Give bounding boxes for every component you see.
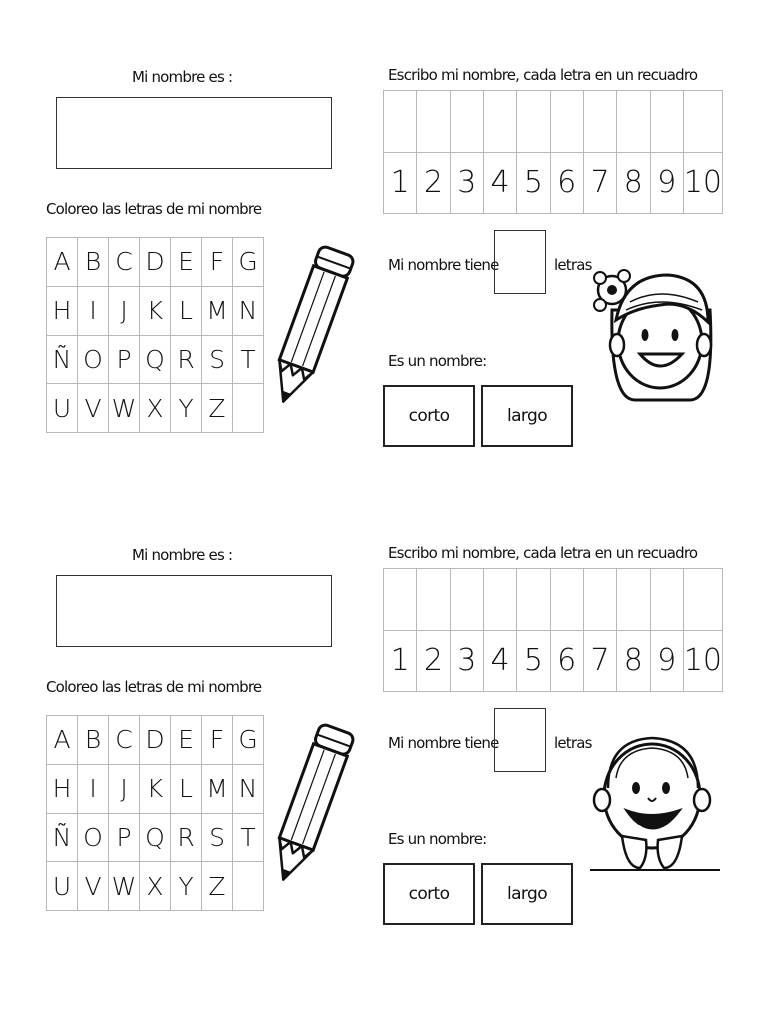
alphabet-cell[interactable]: Z	[202, 384, 233, 433]
alphabet-cell[interactable]: N	[233, 287, 264, 336]
alphabet-cell[interactable]: U	[47, 862, 78, 911]
position-number: 4	[484, 153, 517, 215]
alphabet-cell[interactable]: W	[109, 384, 140, 433]
letter-count-box[interactable]	[494, 708, 546, 772]
letter-input-box[interactable]	[417, 569, 450, 631]
alphabet-cell[interactable]: Y	[171, 384, 202, 433]
alphabet-cell[interactable]: C	[109, 716, 140, 765]
alphabet-cell[interactable]: A	[47, 716, 78, 765]
letter-input-box[interactable]	[451, 91, 484, 153]
alphabet-cell[interactable]: F	[202, 716, 233, 765]
alphabet-grid	[46, 715, 264, 911]
letter-input-box[interactable]	[617, 91, 650, 153]
letter-input-box[interactable]	[484, 569, 517, 631]
color-letters-title: Coloreo las letras de mi nombre	[46, 200, 262, 218]
alphabet-grid	[46, 237, 264, 433]
letters-word-label: letras	[554, 256, 592, 274]
long-name-option[interactable]: largo	[481, 863, 573, 925]
alphabet-cell[interactable]: Q	[140, 336, 171, 385]
alphabet-cell[interactable]: L	[171, 287, 202, 336]
letter-input-box[interactable]	[384, 569, 417, 631]
position-number: 6	[551, 153, 584, 215]
alphabet-cell[interactable]: O	[78, 336, 109, 385]
alphabet-cell[interactable]: Ñ	[47, 814, 78, 863]
position-number: 10	[684, 631, 723, 693]
position-number: 8	[617, 631, 650, 693]
alphabet-cell[interactable]: G	[233, 716, 264, 765]
alphabet-cell[interactable]: I	[78, 287, 109, 336]
position-number: 10	[684, 153, 723, 215]
position-number: 7	[584, 631, 617, 693]
color-letters-title: Coloreo las letras de mi nombre	[46, 678, 262, 696]
letter-input-box[interactable]	[651, 91, 684, 153]
alphabet-cell[interactable]: S	[202, 814, 233, 863]
alphabet-cell[interactable]: F	[202, 238, 233, 287]
position-number: 3	[451, 153, 484, 215]
alphabet-cell[interactable]: R	[171, 814, 202, 863]
alphabet-cell[interactable]: T	[233, 814, 264, 863]
alphabet-cell[interactable]: D	[140, 716, 171, 765]
alphabet-cell[interactable]: X	[140, 862, 171, 911]
alphabet-cell[interactable]: E	[171, 238, 202, 287]
name-write-box[interactable]	[56, 97, 332, 169]
letter-boxes-grid	[383, 568, 723, 692]
position-number: 5	[517, 631, 550, 693]
pencil-icon	[262, 716, 357, 896]
alphabet-cell[interactable]: S	[202, 336, 233, 385]
alphabet-cell[interactable]: Ñ	[47, 336, 78, 385]
position-number: 9	[651, 631, 684, 693]
letter-input-box[interactable]	[517, 91, 550, 153]
name-length-label: Es un nombre:	[388, 830, 487, 848]
worksheet-bottom	[0, 538, 768, 958]
alphabet-cell[interactable]: P	[109, 814, 140, 863]
alphabet-cell[interactable]: V	[78, 384, 109, 433]
alphabet-cell[interactable]: A	[47, 238, 78, 287]
short-name-option[interactable]: corto	[383, 385, 475, 447]
name-length-label: Es un nombre:	[388, 352, 487, 370]
alphabet-cell[interactable]: N	[233, 765, 264, 814]
letter-input-box[interactable]	[484, 91, 517, 153]
alphabet-cell[interactable]: B	[78, 716, 109, 765]
letter-input-box[interactable]	[551, 569, 584, 631]
alphabet-cell[interactable]: Z	[202, 862, 233, 911]
position-number: 4	[484, 631, 517, 693]
alphabet-cell[interactable]: T	[233, 336, 264, 385]
letter-input-box[interactable]	[617, 569, 650, 631]
alphabet-cell[interactable]: P	[109, 336, 140, 385]
alphabet-cell[interactable]: Y	[171, 862, 202, 911]
alphabet-cell[interactable]: E	[171, 716, 202, 765]
position-number: 1	[384, 153, 417, 215]
letter-input-box[interactable]	[684, 91, 723, 153]
worksheet-top	[0, 60, 768, 480]
boy-face-icon	[590, 718, 725, 893]
letter-count-label: Mi nombre tiene	[388, 734, 499, 752]
alphabet-cell[interactable]: U	[47, 384, 78, 433]
alphabet-cell-empty[interactable]	[233, 384, 264, 433]
alphabet-cell[interactable]: I	[78, 765, 109, 814]
long-name-option[interactable]: largo	[481, 385, 573, 447]
position-number: 5	[517, 153, 550, 215]
alphabet-cell[interactable]: R	[171, 336, 202, 385]
letter-input-box[interactable]	[584, 569, 617, 631]
letter-count-box[interactable]	[494, 230, 546, 294]
alphabet-cell[interactable]: O	[78, 814, 109, 863]
alphabet-cell[interactable]: M	[202, 287, 233, 336]
short-name-option[interactable]: corto	[383, 863, 475, 925]
alphabet-cell[interactable]: G	[233, 238, 264, 287]
position-number: 1	[384, 631, 417, 693]
alphabet-cell[interactable]: H	[47, 765, 78, 814]
alphabet-cell[interactable]: H	[47, 287, 78, 336]
alphabet-cell[interactable]: J	[109, 765, 140, 814]
position-number: 6	[551, 631, 584, 693]
alphabet-cell[interactable]: B	[78, 238, 109, 287]
letter-input-box[interactable]	[684, 569, 723, 631]
girl-face-icon	[590, 250, 725, 410]
alphabet-cell[interactable]: V	[78, 862, 109, 911]
letters-word-label: letras	[554, 734, 592, 752]
alphabet-cell[interactable]: W	[109, 862, 140, 911]
position-number: 3	[451, 631, 484, 693]
letter-input-box[interactable]	[451, 569, 484, 631]
alphabet-cell[interactable]: C	[109, 238, 140, 287]
name-title: Mi nombre es :	[132, 546, 233, 564]
pencil-icon	[262, 238, 357, 418]
letter-count-label: Mi nombre tiene	[388, 256, 499, 274]
write-name-title: Escribo mi nombre, cada letra en un recuadro	[388, 66, 698, 84]
position-number: 8	[617, 153, 650, 215]
alphabet-cell[interactable]: X	[140, 384, 171, 433]
alphabet-cell[interactable]: K	[140, 287, 171, 336]
alphabet-cell[interactable]: J	[109, 287, 140, 336]
letter-input-box[interactable]	[417, 91, 450, 153]
alphabet-cell[interactable]: L	[171, 765, 202, 814]
alphabet-cell[interactable]: Q	[140, 814, 171, 863]
position-number: 2	[417, 631, 450, 693]
letter-input-box[interactable]	[551, 91, 584, 153]
alphabet-cell[interactable]: M	[202, 765, 233, 814]
alphabet-cell-empty[interactable]	[233, 862, 264, 911]
letter-boxes-grid	[383, 90, 723, 214]
letter-input-box[interactable]	[384, 91, 417, 153]
write-name-title: Escribo mi nombre, cada letra en un recuadro	[388, 544, 698, 562]
position-number: 9	[651, 153, 684, 215]
letter-input-box[interactable]	[584, 91, 617, 153]
name-write-box[interactable]	[56, 575, 332, 647]
letter-input-box[interactable]	[517, 569, 550, 631]
alphabet-cell[interactable]: D	[140, 238, 171, 287]
alphabet-cell[interactable]: K	[140, 765, 171, 814]
letter-input-box[interactable]	[651, 569, 684, 631]
position-number: 2	[417, 153, 450, 215]
name-title: Mi nombre es :	[132, 68, 233, 86]
position-number: 7	[584, 153, 617, 215]
